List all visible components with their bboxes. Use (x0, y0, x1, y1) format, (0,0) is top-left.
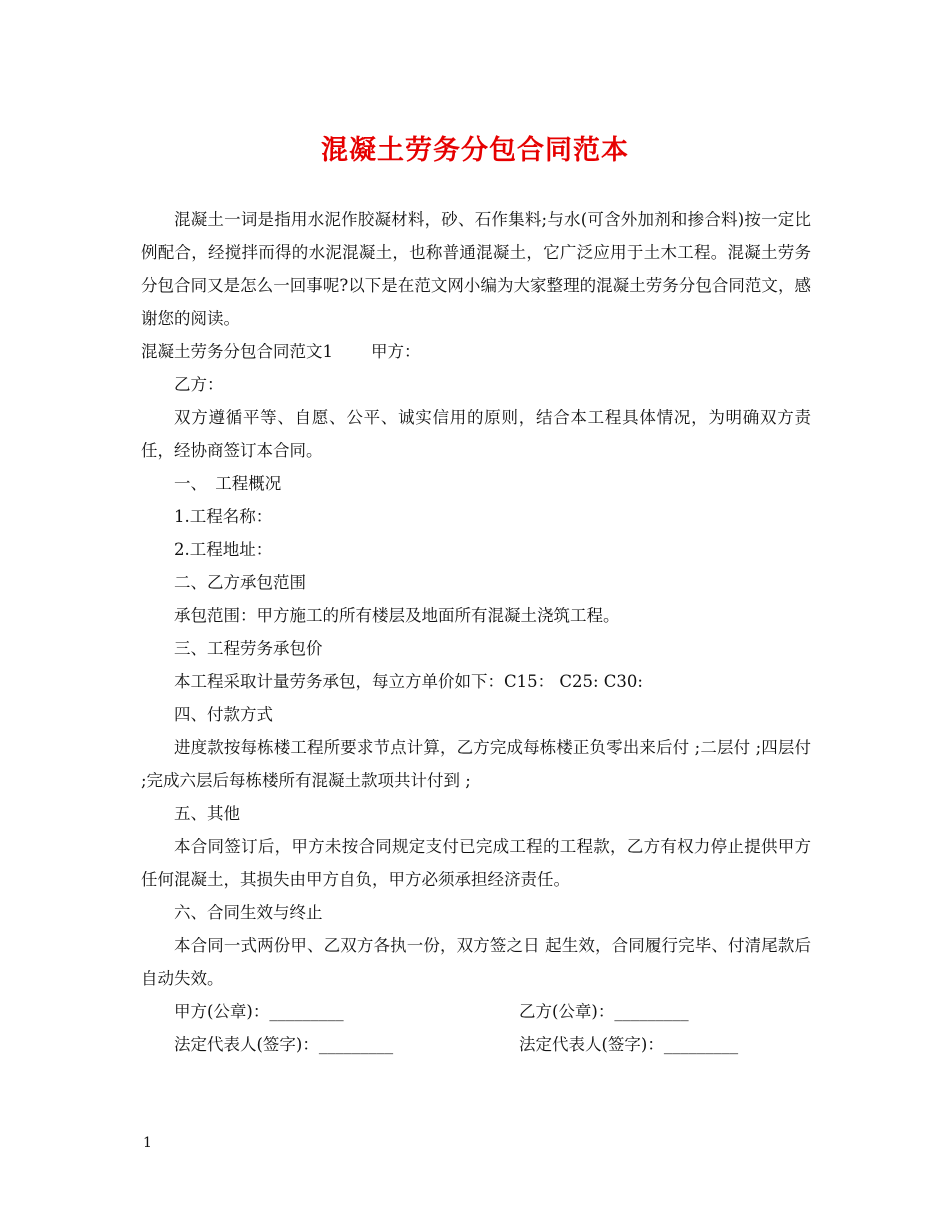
document-title: 混凝土劳务分包合同范本 (321, 135, 629, 166)
section-1-heading: 一、 工程概况 (174, 474, 282, 493)
section-2-heading: 二、乙方承包范围 (174, 573, 306, 592)
section-3-heading: 三、工程劳务承包价 (174, 639, 323, 658)
project-address-field: 2.工程地址： (174, 540, 273, 559)
representative-row (141, 1028, 811, 1061)
section-2-text: 承包范围：甲方施工的所有楼层及地面所有混凝土浇筑工程。 (174, 606, 620, 625)
party-a-label: 甲方： (371, 342, 421, 361)
section-6-heading: 六、合同生效与终止 (174, 903, 323, 922)
party-b-seal-field: 乙方(公章)：_________ (519, 1002, 689, 1021)
seal-row (141, 995, 811, 1028)
project-name-field: 1.工程名称： (174, 507, 273, 526)
preamble-paragraph: 双方遵循平等、自愿、公平、诚实信用的原则，结合本工程具体情况，为明确双方责任，经协商签订本合同。 (141, 408, 811, 460)
party-b-representative-field: 法定代表人(签字)：_________ (519, 1035, 739, 1054)
party-b-label: 乙方： (174, 375, 224, 394)
page-number: 1 (143, 1135, 152, 1151)
party-a-representative-field: 法定代表人(签字)：_________ (174, 1035, 394, 1054)
sample-heading: 混凝土劳务分包合同范文1 (141, 342, 333, 361)
document-body (141, 203, 811, 1061)
section-6-text: 本合同一式两份甲、乙双方各执一份，双方签之日 起生效，合同履行完毕、付清尾款后自动失效。 (141, 936, 811, 988)
section-4-text: 进度款按每栋楼工程所要求节点计算，乙方完成每栋楼正负零出来后付 ;二层付 ;四层付 ;完成六层后每栋楼所有混凝土款项共计付到 ; (141, 738, 811, 790)
section-5-heading: 五、其他 (174, 804, 240, 823)
sample-heading-line (141, 335, 811, 368)
section-3-text: 本工程采取计量劳务承包，每立方单价如下：C15： C25: C30: (174, 672, 643, 691)
party-a-seal-field: 甲方(公章)：_________ (174, 1002, 344, 1021)
intro-paragraph: 混凝土一词是指用水泥作胶凝材料，砂、石作集料;与水(可含外加剂和掺合料)按一定比例配合，经搅拌而得的水泥混凝土，也称普通混凝土，它广泛应用于土木工程。混凝土劳务分包合同又是怎么一回事呢?以下是在范文网小编为大家整理的混凝土劳务分包合同范文，感谢您的阅读。 (141, 210, 811, 328)
section-5-text: 本合同签订后，甲方未按合同规定支付已完成工程的工程款，乙方有权力停止提供甲方任何混凝土，其损失由甲方自负，甲方必须承担经济责任。 (141, 837, 811, 889)
section-4-heading: 四、付款方式 (174, 705, 273, 724)
